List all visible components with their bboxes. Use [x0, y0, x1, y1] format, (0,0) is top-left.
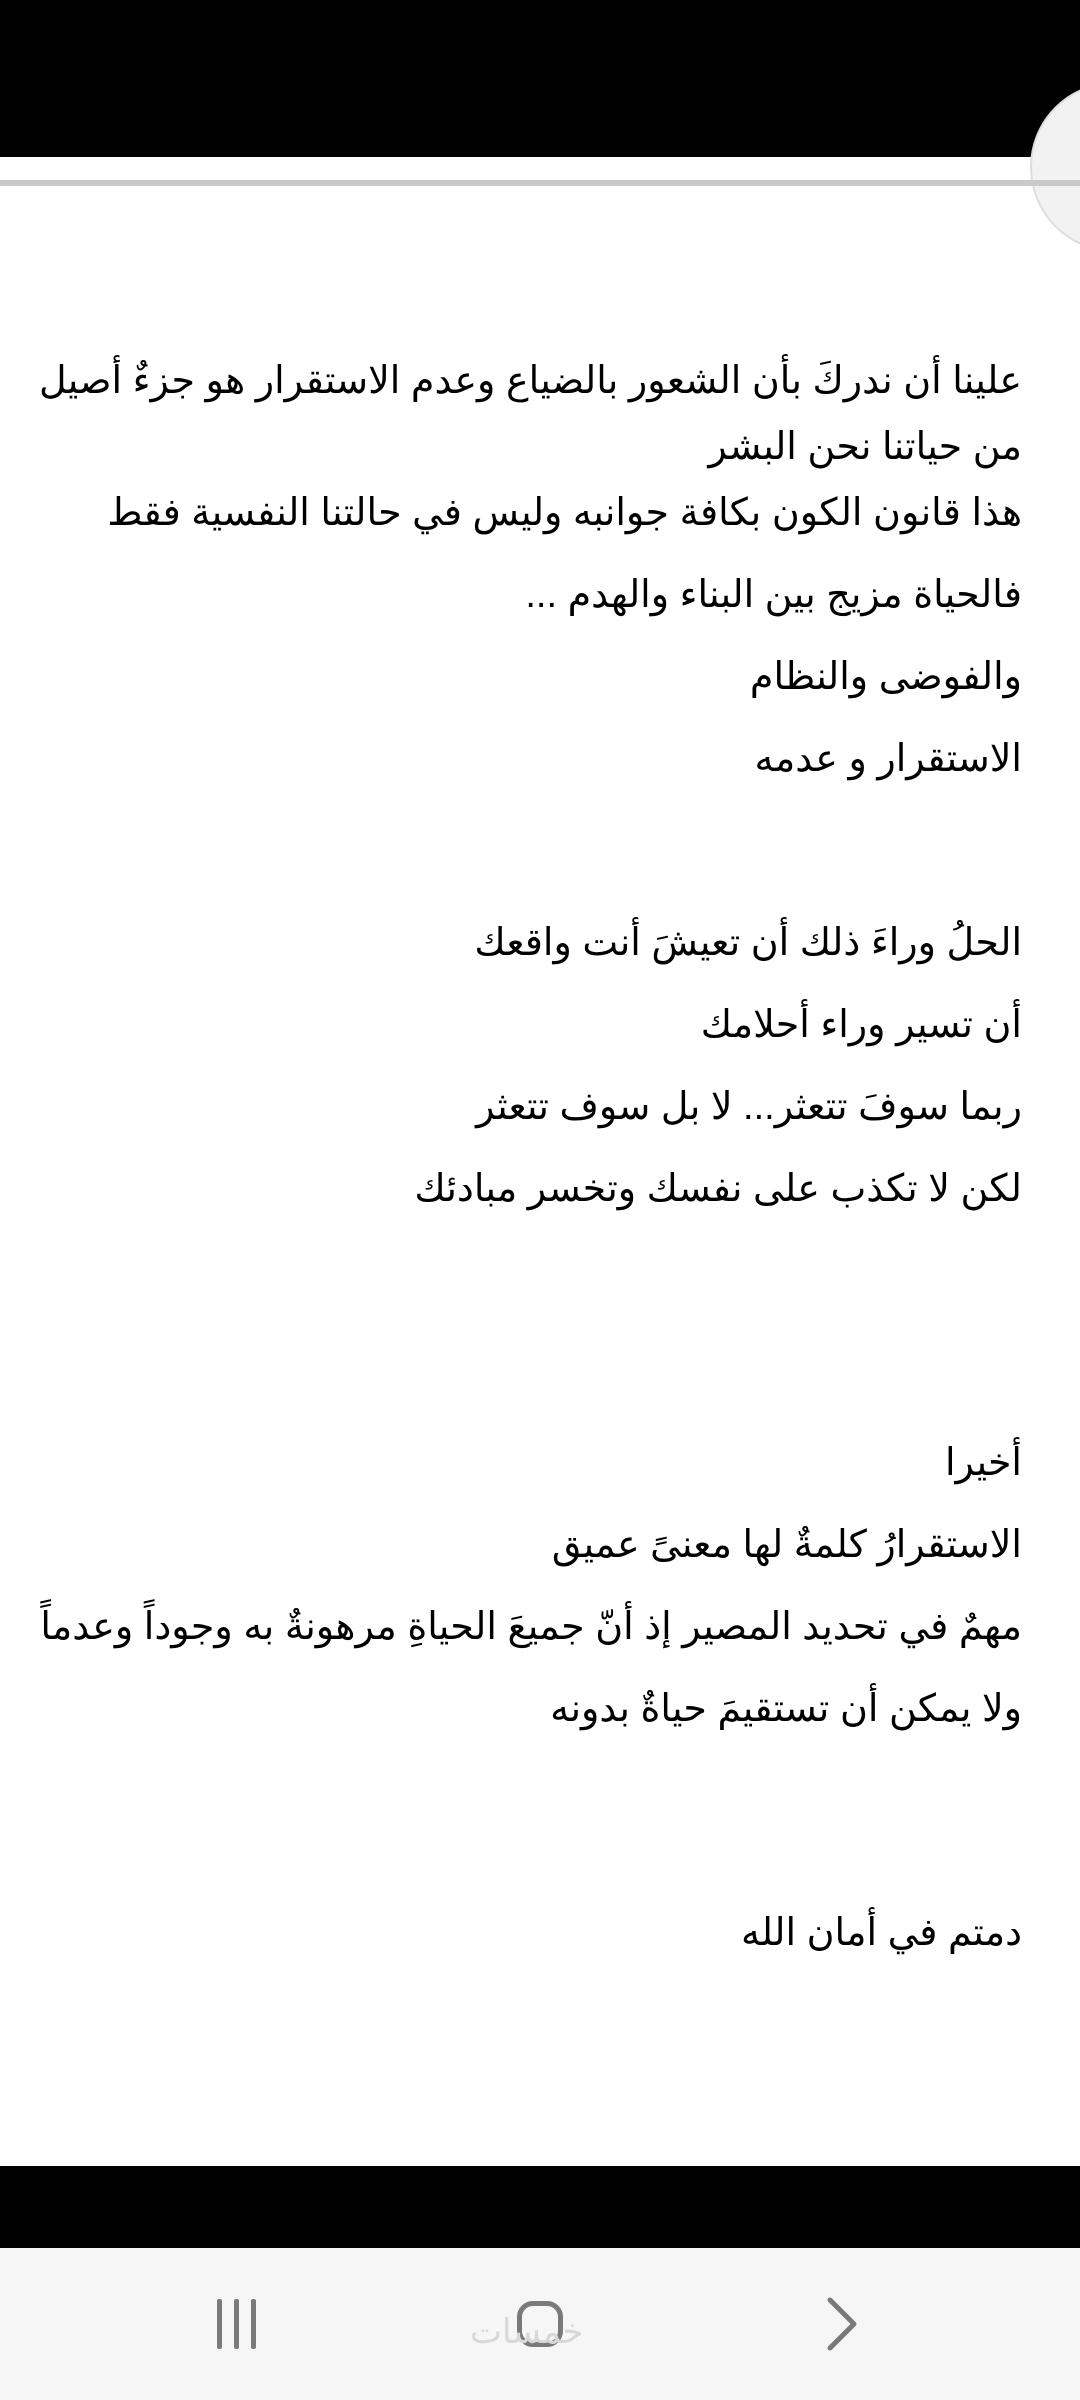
text-line: الاستقرار و عدمه: [754, 738, 1022, 780]
text-line: علينا أن ندركَ بأن الشعور بالضياع وعدم الاستقرار هو جزءٌ أصيل من حياتنا نحن البشر: [38, 360, 1022, 468]
recents-icon: [217, 2299, 256, 2349]
text-line: لكن لا تكذب على نفسك وتخسر مبادئك: [414, 1168, 1022, 1210]
text-line: أخيرا: [944, 1442, 1022, 1484]
watermark: خمسات: [470, 2312, 584, 2352]
home-icon: [517, 2301, 563, 2347]
spacer: [30, 1222, 1022, 1430]
spacer: [30, 1742, 1022, 1900]
text-line: فالحياة مزيج بين البناء والهدم ...: [525, 574, 1022, 616]
text-line: مهمٌ في تحديد المصير إذ أنّ جميعَ الحياةِ مرهونةٌ به وجوداً وعدماً: [40, 1606, 1022, 1648]
text-line: هذا قانون الكون بكافة جوانبه وليس في حالتنا النفسية فقط: [107, 492, 1022, 534]
top-black-bar: [0, 0, 1080, 157]
home-button[interactable]: [480, 2274, 600, 2374]
back-button[interactable]: [782, 2274, 902, 2374]
text-line: أن تسير وراء أحلامك: [700, 1004, 1022, 1046]
text-line: الاستقرارُ كلمةٌ لها معنىً عميق: [551, 1524, 1022, 1566]
text-line: ربما سوفَ تتعثر... لا بل سوف تتعثر: [476, 1086, 1022, 1128]
top-divider: [0, 180, 1080, 186]
text-line: ولا يمكن أن تستقيمَ حياةٌ بدونه: [550, 1688, 1022, 1730]
text-line: والفوضى والنظام: [749, 656, 1022, 698]
bottom-black-bar: [0, 2166, 1080, 2248]
spacer: [30, 792, 1022, 910]
message-body: [30, 348, 1022, 1966]
recents-button[interactable]: [176, 2274, 296, 2374]
back-chevron-icon: [822, 2294, 862, 2354]
text-line: دمتم في أمان الله: [740, 1912, 1022, 1954]
system-nav-bar: [0, 2248, 1080, 2400]
text-line: الحلُ وراءَ ذلك أن تعيشَ أنت واقعك: [474, 922, 1022, 964]
